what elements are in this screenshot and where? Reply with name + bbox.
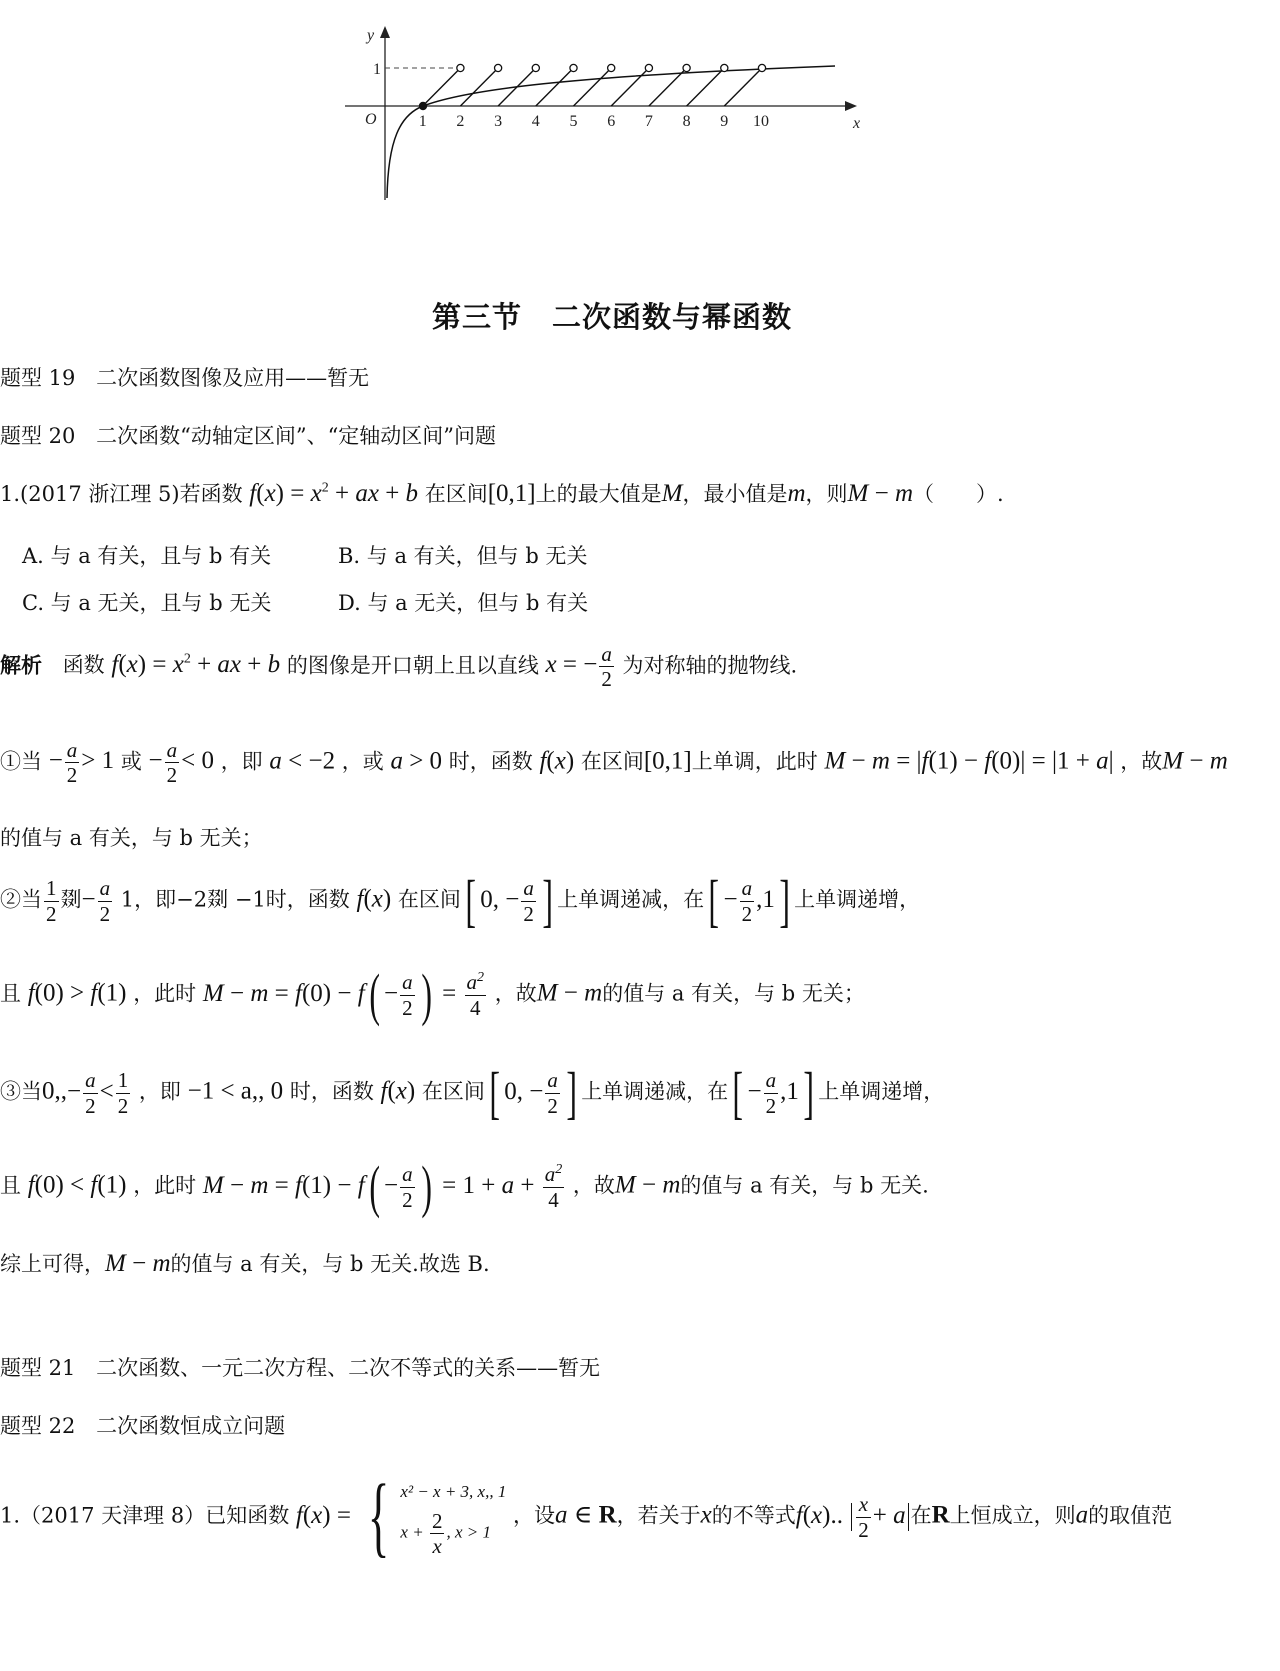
case-3-continuation: 且 f(0) < f(1) ，此时 M − m = f(1) − f( − $\frac{a}{2}$ ) = 1 + a + $\frac{a^2}{4}$ ，故M − m的值与 a 有关，与 b 无关. bbox=[0, 1154, 929, 1219]
summary-line: 综上可得，M − m的值与 a 有关，与 b 无关.故选 B. bbox=[0, 1250, 490, 1277]
x-tick-label-5: 5 bbox=[569, 113, 578, 130]
case-3-line: ③当0,,− $\frac{a}{2}$ < $\frac{1}{2}$ ，即 −1 < a,, 0 时，函数 f(x) 在区间[ 0, − $\frac{a}{2}$ ] 上单调递减，在[ − $\frac{a}{2}$ ,1] 上单调递增， bbox=[0, 1060, 945, 1125]
topic-20-label: 题型 20 bbox=[0, 424, 76, 448]
segment-6 bbox=[611, 68, 649, 106]
open-point-10 bbox=[758, 64, 765, 71]
segment-8 bbox=[687, 68, 725, 106]
x-tick-label-7: 7 bbox=[644, 113, 653, 130]
open-point-2 bbox=[457, 64, 464, 71]
x-tick-label-2: 2 bbox=[456, 113, 465, 130]
x-tick-label-3: 3 bbox=[494, 113, 503, 130]
open-point-9 bbox=[721, 64, 728, 71]
segment-2 bbox=[460, 68, 498, 106]
open-point-4 bbox=[532, 64, 539, 71]
option-c: C. 与 a 无关，且与 b 无关 bbox=[22, 591, 272, 615]
question-1-number: 1. bbox=[0, 482, 21, 506]
filled-point-1 bbox=[419, 102, 427, 110]
topic-22-row bbox=[0, 1410, 285, 1440]
x-tick-label-6: 6 bbox=[607, 113, 616, 130]
open-point-8 bbox=[683, 64, 690, 71]
x-tick-label-10: 10 bbox=[753, 113, 769, 130]
option-b: B. 与 a 有关，但与 b 无关 bbox=[338, 544, 588, 568]
formula-f-quadratic: $f(x) = x^2$ + ax + b bbox=[249, 480, 419, 507]
question-1-source: (2017 浙江理 5) bbox=[20, 482, 180, 506]
y-axis-label: y bbox=[367, 27, 375, 44]
case-2-line: ②当 $\frac{1}{2}$ 剟− $\frac{a}{2}$ 1，即−2剟 −1时，函数 f(x) 在区间[ 0, − $\frac{a}{2}$ ] 上单调递减，在[ − $\frac{a}{2}$ ,1] 上单调递增， bbox=[0, 868, 921, 933]
x-axis-label: x bbox=[853, 115, 861, 132]
open-point-7 bbox=[645, 64, 652, 71]
section-title: 第三节 二次函数与幂函数 bbox=[432, 300, 793, 334]
topic-19-label: 题型 19 bbox=[0, 366, 76, 390]
segment-9 bbox=[724, 68, 762, 106]
x-axis-arrow bbox=[845, 101, 857, 111]
x-tick-label-1: 1 bbox=[418, 113, 427, 130]
interval-0-1: [0,1] bbox=[487, 480, 536, 507]
segment-4 bbox=[536, 68, 574, 106]
x-tick-label-4: 4 bbox=[531, 113, 540, 130]
topic-20-title: 二次函数“动轴定区间”、“定轴动区间”问题 bbox=[96, 424, 497, 448]
log-curve bbox=[387, 66, 835, 198]
open-point-6 bbox=[608, 64, 615, 71]
segment-3 bbox=[498, 68, 536, 106]
question-2-source: （2017 天津理 8） bbox=[20, 1503, 206, 1528]
topic-19-row bbox=[0, 362, 369, 392]
topic-21-title: 二次函数、一元二次方程、二次不等式的关系——暂无 bbox=[96, 1356, 601, 1380]
question-1-stem: 1.(2017 浙江理 5)若函数 $f(x) = x^2$ + ax + b 在区间[0,1]上的最大值是M，最小值是m，则M − m（ ）. bbox=[0, 480, 1004, 507]
open-point-3 bbox=[495, 64, 502, 71]
topic-22-label: 题型 22 bbox=[0, 1414, 76, 1438]
solution-line-1: 解析 函数 $f(x) = x^2$ + ax + b 的图像是开口朝上且以直线 x = − $\frac{a}{2}$ 为对称轴的抛物线. bbox=[0, 642, 798, 692]
solution-label: 解析 bbox=[0, 652, 42, 678]
question-2-number: 1. bbox=[0, 1503, 21, 1528]
function-graph bbox=[345, 20, 885, 210]
y-axis-arrow bbox=[380, 26, 390, 38]
y-tick-label: 1 bbox=[373, 61, 381, 78]
x-tick-label-9: 9 bbox=[720, 113, 729, 130]
topic-21-row bbox=[0, 1352, 600, 1382]
piecewise-case-1: x² − x + 3, x,, 1 bbox=[400, 1482, 507, 1502]
topic-21-label: 题型 21 bbox=[0, 1356, 76, 1380]
x-tick-label-8: 8 bbox=[682, 113, 691, 130]
open-point-5 bbox=[570, 64, 577, 71]
origin-label: O bbox=[365, 111, 377, 128]
case-1-continuation: 的值与 a 有关，与 b 无关； bbox=[0, 826, 263, 850]
option-a: A. 与 a 有关，且与 b 有关 bbox=[22, 544, 272, 568]
case-2-continuation: 且 f(0) > f(1) ，此时 M − m = f(0) − f( − $\frac{a}{2}$ ) = $\frac{a^2}{4}$ ，故M − m的值与 a 有关，与 b 无关； bbox=[0, 962, 865, 1027]
piecewise-function: f(x) = { x² − x + 3, x,, 1 x + $\frac{2}{x}$ , x > 1 bbox=[295, 1467, 507, 1566]
segment-5 bbox=[574, 68, 612, 106]
topic-20-row bbox=[0, 420, 496, 450]
question-2-stem: 1.（2017 天津理 8）已知函数 f(x) = { x² − x + 3, x,, 1 x + $\frac{2}{x}$ , x > 1 ，设a ∈ R，若关于x的不等式f(x).. $\frac{x}{2}$ + a 在R上恒成立，则a的取值范 bbox=[0, 1467, 1173, 1566]
topic-19-title: 二次函数图像及应用——暂无 bbox=[96, 366, 370, 390]
case-1-line: ①当 − $\frac{a}{2}$ > 1 或 − $\frac{a}{2}$ < 0 ，即 a < −2 ，或 a > 0 时，函数 f(x) 在区间[0,1]上单调，此时 M − m = |f(1) − f(0)| = |1 + a| ，故M − m bbox=[0, 738, 1228, 788]
topic-22-title: 二次函数恒成立问题 bbox=[96, 1414, 286, 1438]
option-d: D. 与 a 无关，但与 b 有关 bbox=[338, 591, 589, 615]
